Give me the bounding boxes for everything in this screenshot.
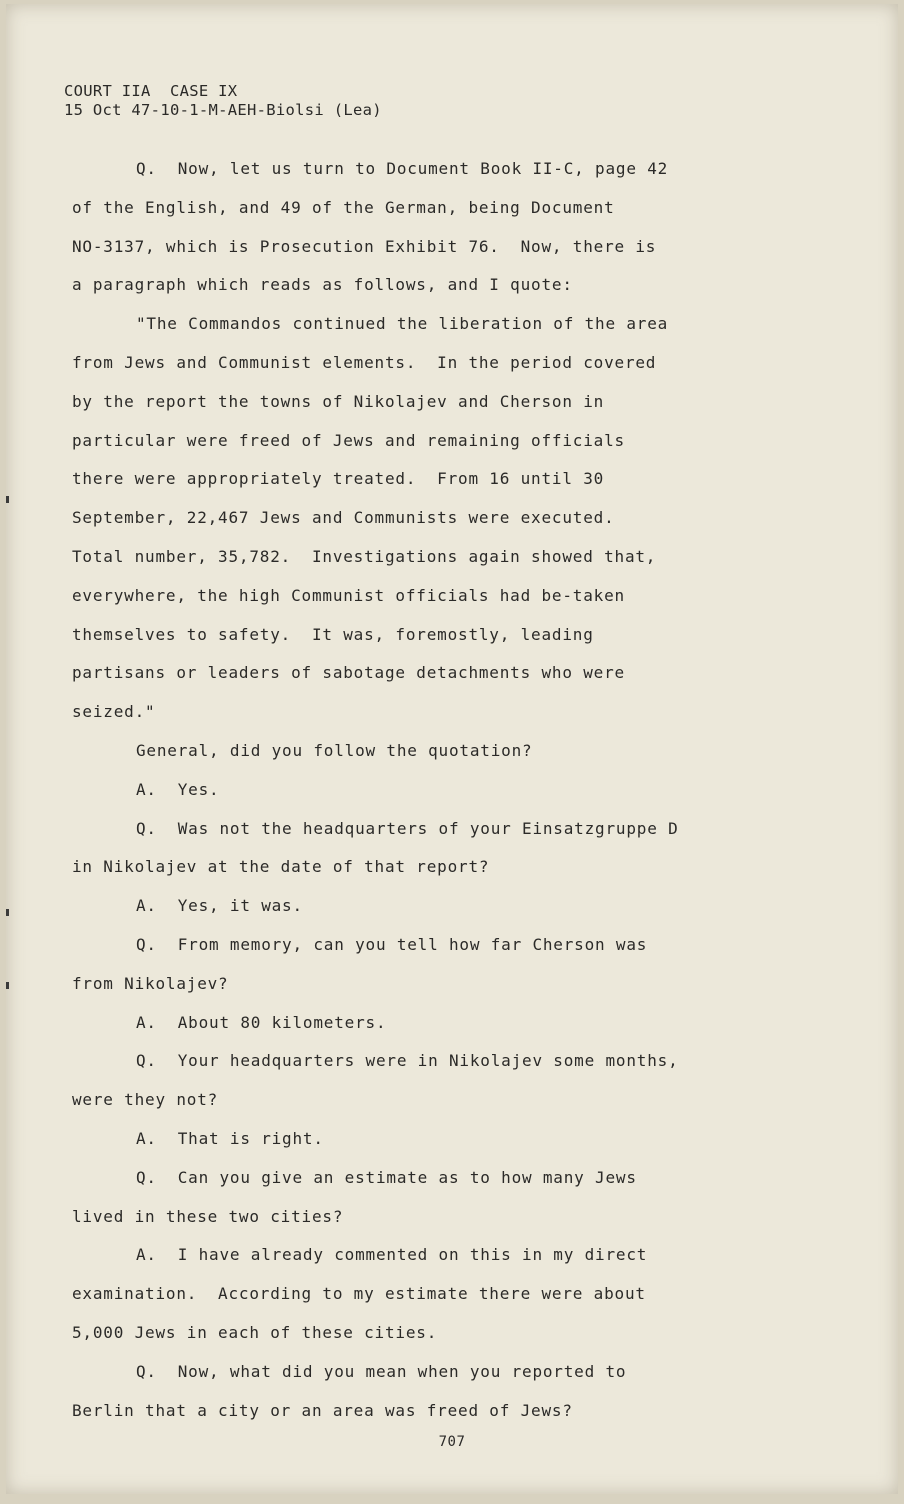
transcript-line: A. About 80 kilometers. (136, 1012, 387, 1032)
transcript-line: Berlin that a city or an area was freed of Jews? (72, 1400, 573, 1420)
transcript-line: Q. From memory, can you tell how far Cherson was (136, 934, 648, 954)
header-date-reference: 15 Oct 47-10-1-M-AEH-Biolsi (Lea) (64, 101, 382, 119)
punch-mark (6, 496, 9, 503)
transcript-body (72, 150, 762, 1430)
transcript-line: A. Yes. (136, 779, 220, 799)
transcript-line: 5,000 Jews in each of these cities. (72, 1322, 438, 1342)
quoted-line: there were appropriately treated. From 16 until 30 (72, 469, 605, 489)
quoted-line: seized." (72, 702, 156, 722)
document-header (64, 82, 382, 120)
punch-mark (6, 982, 9, 989)
header-court-case: COURT IIA CASE IX (64, 82, 238, 100)
transcript-line: from Nikolajev? (72, 973, 229, 993)
transcript-line: examination. According to my estimate there were about (72, 1284, 646, 1304)
transcript-line: in Nikolajev at the date of that report? (72, 857, 490, 877)
quoted-line: "The Commandos continued the liberation of the area (136, 314, 669, 334)
quoted-line: September, 22,467 Jews and Communists were executed. (72, 508, 615, 528)
transcript-line: Q. Now, what did you mean when you reported to (136, 1361, 627, 1381)
page-number: 707 (438, 1434, 466, 1450)
transcript-line: Q. Now, let us turn to Document Book II-C, page 42 (136, 159, 669, 178)
transcript-line: Q. Can you give an estimate as to how many Jews (136, 1167, 637, 1187)
quoted-line: particular were freed of Jews and remaining officials (72, 430, 625, 450)
quoted-line: everywhere, the high Communist officials had be-taken (72, 585, 625, 605)
transcript-line: a paragraph which reads as follows, and I quote: (72, 275, 573, 295)
punch-mark (6, 909, 9, 916)
transcript-line: General, did you follow the quotation? (136, 740, 533, 760)
quoted-line: from Jews and Communist elements. In the period covered (72, 352, 657, 372)
quoted-line: themselves to safety. It was, foremostly, leading (72, 624, 594, 644)
transcript-line: A. I have already commented on this in my direct (136, 1245, 648, 1265)
transcript-line: Q. Was not the headquarters of your Einsatzgruppe D (136, 818, 679, 838)
transcript-line: A. Yes, it was. (136, 896, 303, 916)
transcript-line: were they not? (72, 1090, 219, 1110)
document-page (6, 4, 898, 1494)
quoted-line: by the report the towns of Nikolajev and Cherson in (72, 391, 605, 411)
quoted-line: Total number, 35,782. Investigations again showed that, (72, 546, 657, 566)
transcript-line: A. That is right. (136, 1128, 324, 1148)
transcript-line: NO-3137, which is Prosecution Exhibit 76. Now, there is (72, 236, 657, 256)
quoted-line: partisans or leaders of sabotage detachments who were (72, 663, 625, 683)
transcript-line: lived in these two cities? (72, 1206, 344, 1226)
transcript-line: Q. Your headquarters were in Nikolajev some months, (136, 1051, 679, 1071)
transcript-line: of the English, and 49 of the German, being Document (72, 197, 615, 217)
